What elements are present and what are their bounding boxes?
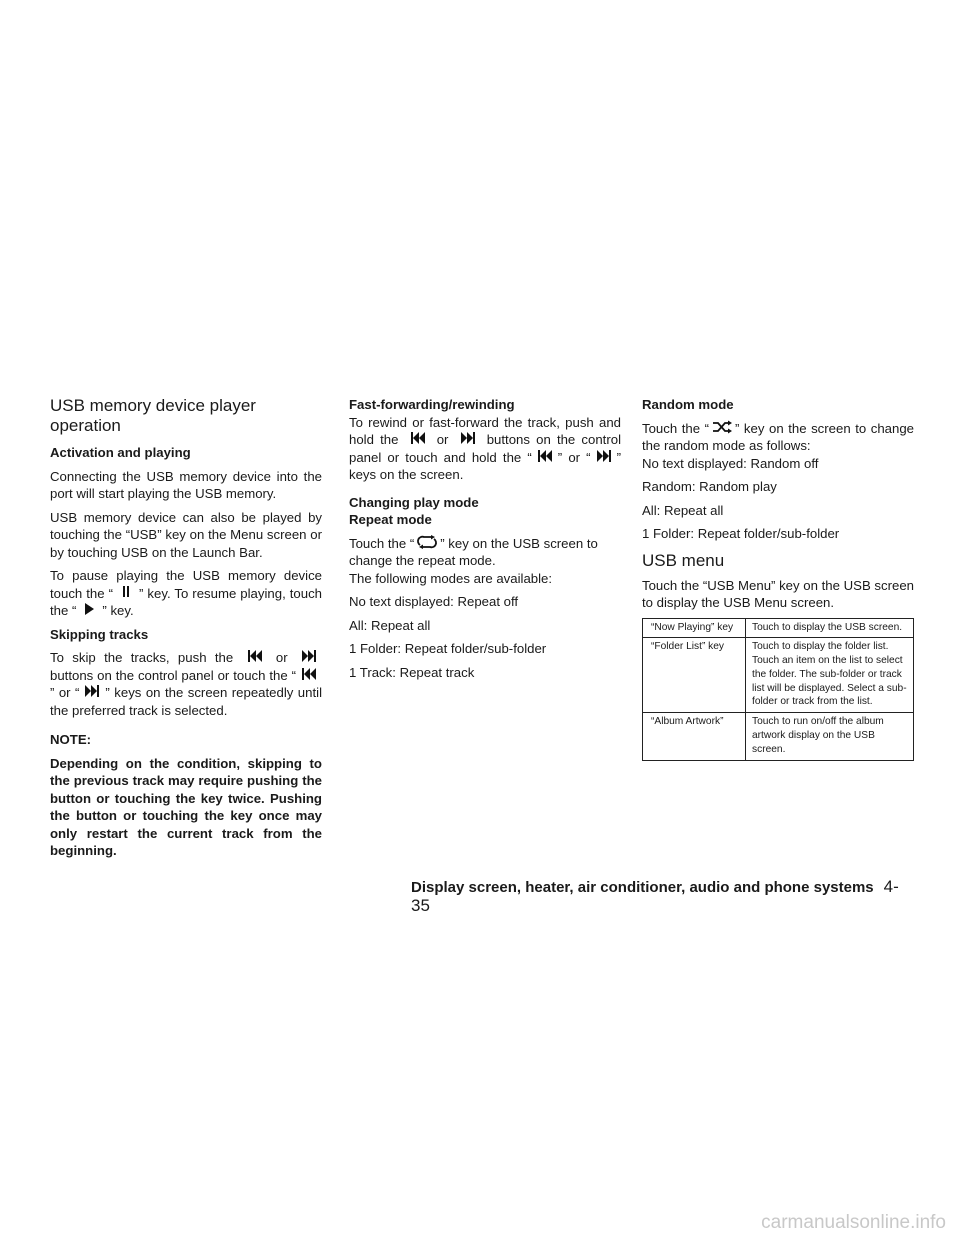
- column-2: [349, 396, 621, 687]
- play-mode-heading: Changing play mode: [349, 494, 479, 510]
- table-row: [643, 713, 914, 760]
- skip-forward-icon: [79, 684, 105, 698]
- activation-heading: Activation and playing: [50, 445, 191, 460]
- page-footer: [411, 878, 916, 916]
- ff-heading: Fast-forwarding/rewinding: [349, 397, 515, 412]
- note-heading: NOTE:: [50, 732, 92, 747]
- modes-intro: The following modes are available:: [349, 570, 553, 586]
- table-key-cell: “Now Playing” key: [643, 618, 746, 638]
- skip-back-icon: [296, 667, 322, 681]
- repeat-icon: [414, 535, 440, 549]
- page-number: 4-35: [411, 877, 899, 915]
- pause-icon: [113, 585, 139, 599]
- table-desc-cell: Touch to display the USB screen.: [746, 618, 914, 638]
- shuffle-icon: [709, 420, 735, 434]
- table-key-cell: “Folder List” key: [643, 638, 746, 713]
- table-key-cell: “Album Artwork”: [643, 713, 746, 760]
- random-mode-1: No text displayed: Random off: [642, 455, 819, 471]
- repeat-mode-2: All: Repeat all: [349, 617, 431, 633]
- repeat-mode-4: 1 Track: Repeat track: [349, 664, 475, 680]
- fast-forward-icon: [455, 431, 481, 445]
- usb-menu-heading: USB menu: [642, 550, 725, 570]
- activation-paragraph-1: Connecting the USB memory device into the port will start playing the USB memory.: [50, 468, 322, 501]
- chapter-title: Display screen, heater, air conditioner, audio and phone systems: [411, 879, 874, 896]
- repeat-paragraph: Touch the “ ” key on the USB screen to change the repeat mode.: [349, 535, 598, 568]
- play-icon: [76, 602, 102, 616]
- usb-menu-paragraph: Touch the “USB Menu” key on the USB screen to display the USB Menu screen.: [642, 577, 914, 610]
- table-desc-cell: Touch to run on/off the album artwork display on the USB screen.: [746, 713, 914, 760]
- random-mode-4: 1 Folder: Repeat folder/sub-folder: [642, 526, 840, 541]
- column-1: [50, 396, 322, 860]
- repeat-heading: Repeat mode: [349, 512, 432, 527]
- skip-forward-icon: [296, 649, 322, 663]
- skip-heading: Skipping tracks: [50, 626, 149, 642]
- fast-forward-icon: [591, 449, 617, 463]
- table-row: [643, 638, 914, 713]
- ff-paragraph: To rewind or fast-forward the track, push and hold the or buttons on the control panel or touch and hold the “ ” or “ ” keys on the screen.: [349, 414, 621, 482]
- table-desc-cell: Touch to display the folder list. Touch an item on the list to select the folder. The sub-folder or track list will be displayed. Select a sub-folder or track from the list.: [746, 638, 914, 713]
- repeat-mode-1: No text displayed: Repeat off: [349, 594, 519, 609]
- random-mode-2: Random: Random play: [642, 479, 777, 494]
- skip-paragraph: To skip the tracks, push the or buttons on the control panel or touch the “” or “ ” keys on the screen repeatedly until the preferred track is selected.: [50, 650, 322, 718]
- rewind-icon: [405, 431, 431, 445]
- pause-paragraph: To pause playing the USB memory device touch the “ ” key. To resume playing, touch the “ ” key.: [50, 568, 323, 618]
- repeat-mode-3: 1 Folder: Repeat folder/sub-folder: [349, 641, 547, 656]
- rewind-icon: [532, 449, 558, 463]
- random-mode-3: All: Repeat all: [642, 502, 724, 518]
- random-paragraph: Touch the “ ” key on the screen to change the random mode as follows:: [642, 420, 914, 453]
- table-row: [643, 618, 914, 638]
- note-text: Depending on the condition, skipping to the previous track may require pushing the button or touching the key twice. Pushing the button or touching the key once may only restart the current track from the beginning.: [50, 755, 322, 858]
- random-heading: Random mode: [642, 397, 734, 412]
- activation-paragraph-2: USB memory device can also be played by touching the “USB” key on the Menu screen or by touching USB on the Launch Bar.: [50, 509, 322, 560]
- watermark: carmanualsonline.info: [761, 1212, 946, 1233]
- column-3: [642, 396, 914, 761]
- section-title: USB memory device player operation: [50, 396, 256, 435]
- usb-menu-table: [642, 618, 914, 761]
- skip-back-icon: [242, 649, 268, 663]
